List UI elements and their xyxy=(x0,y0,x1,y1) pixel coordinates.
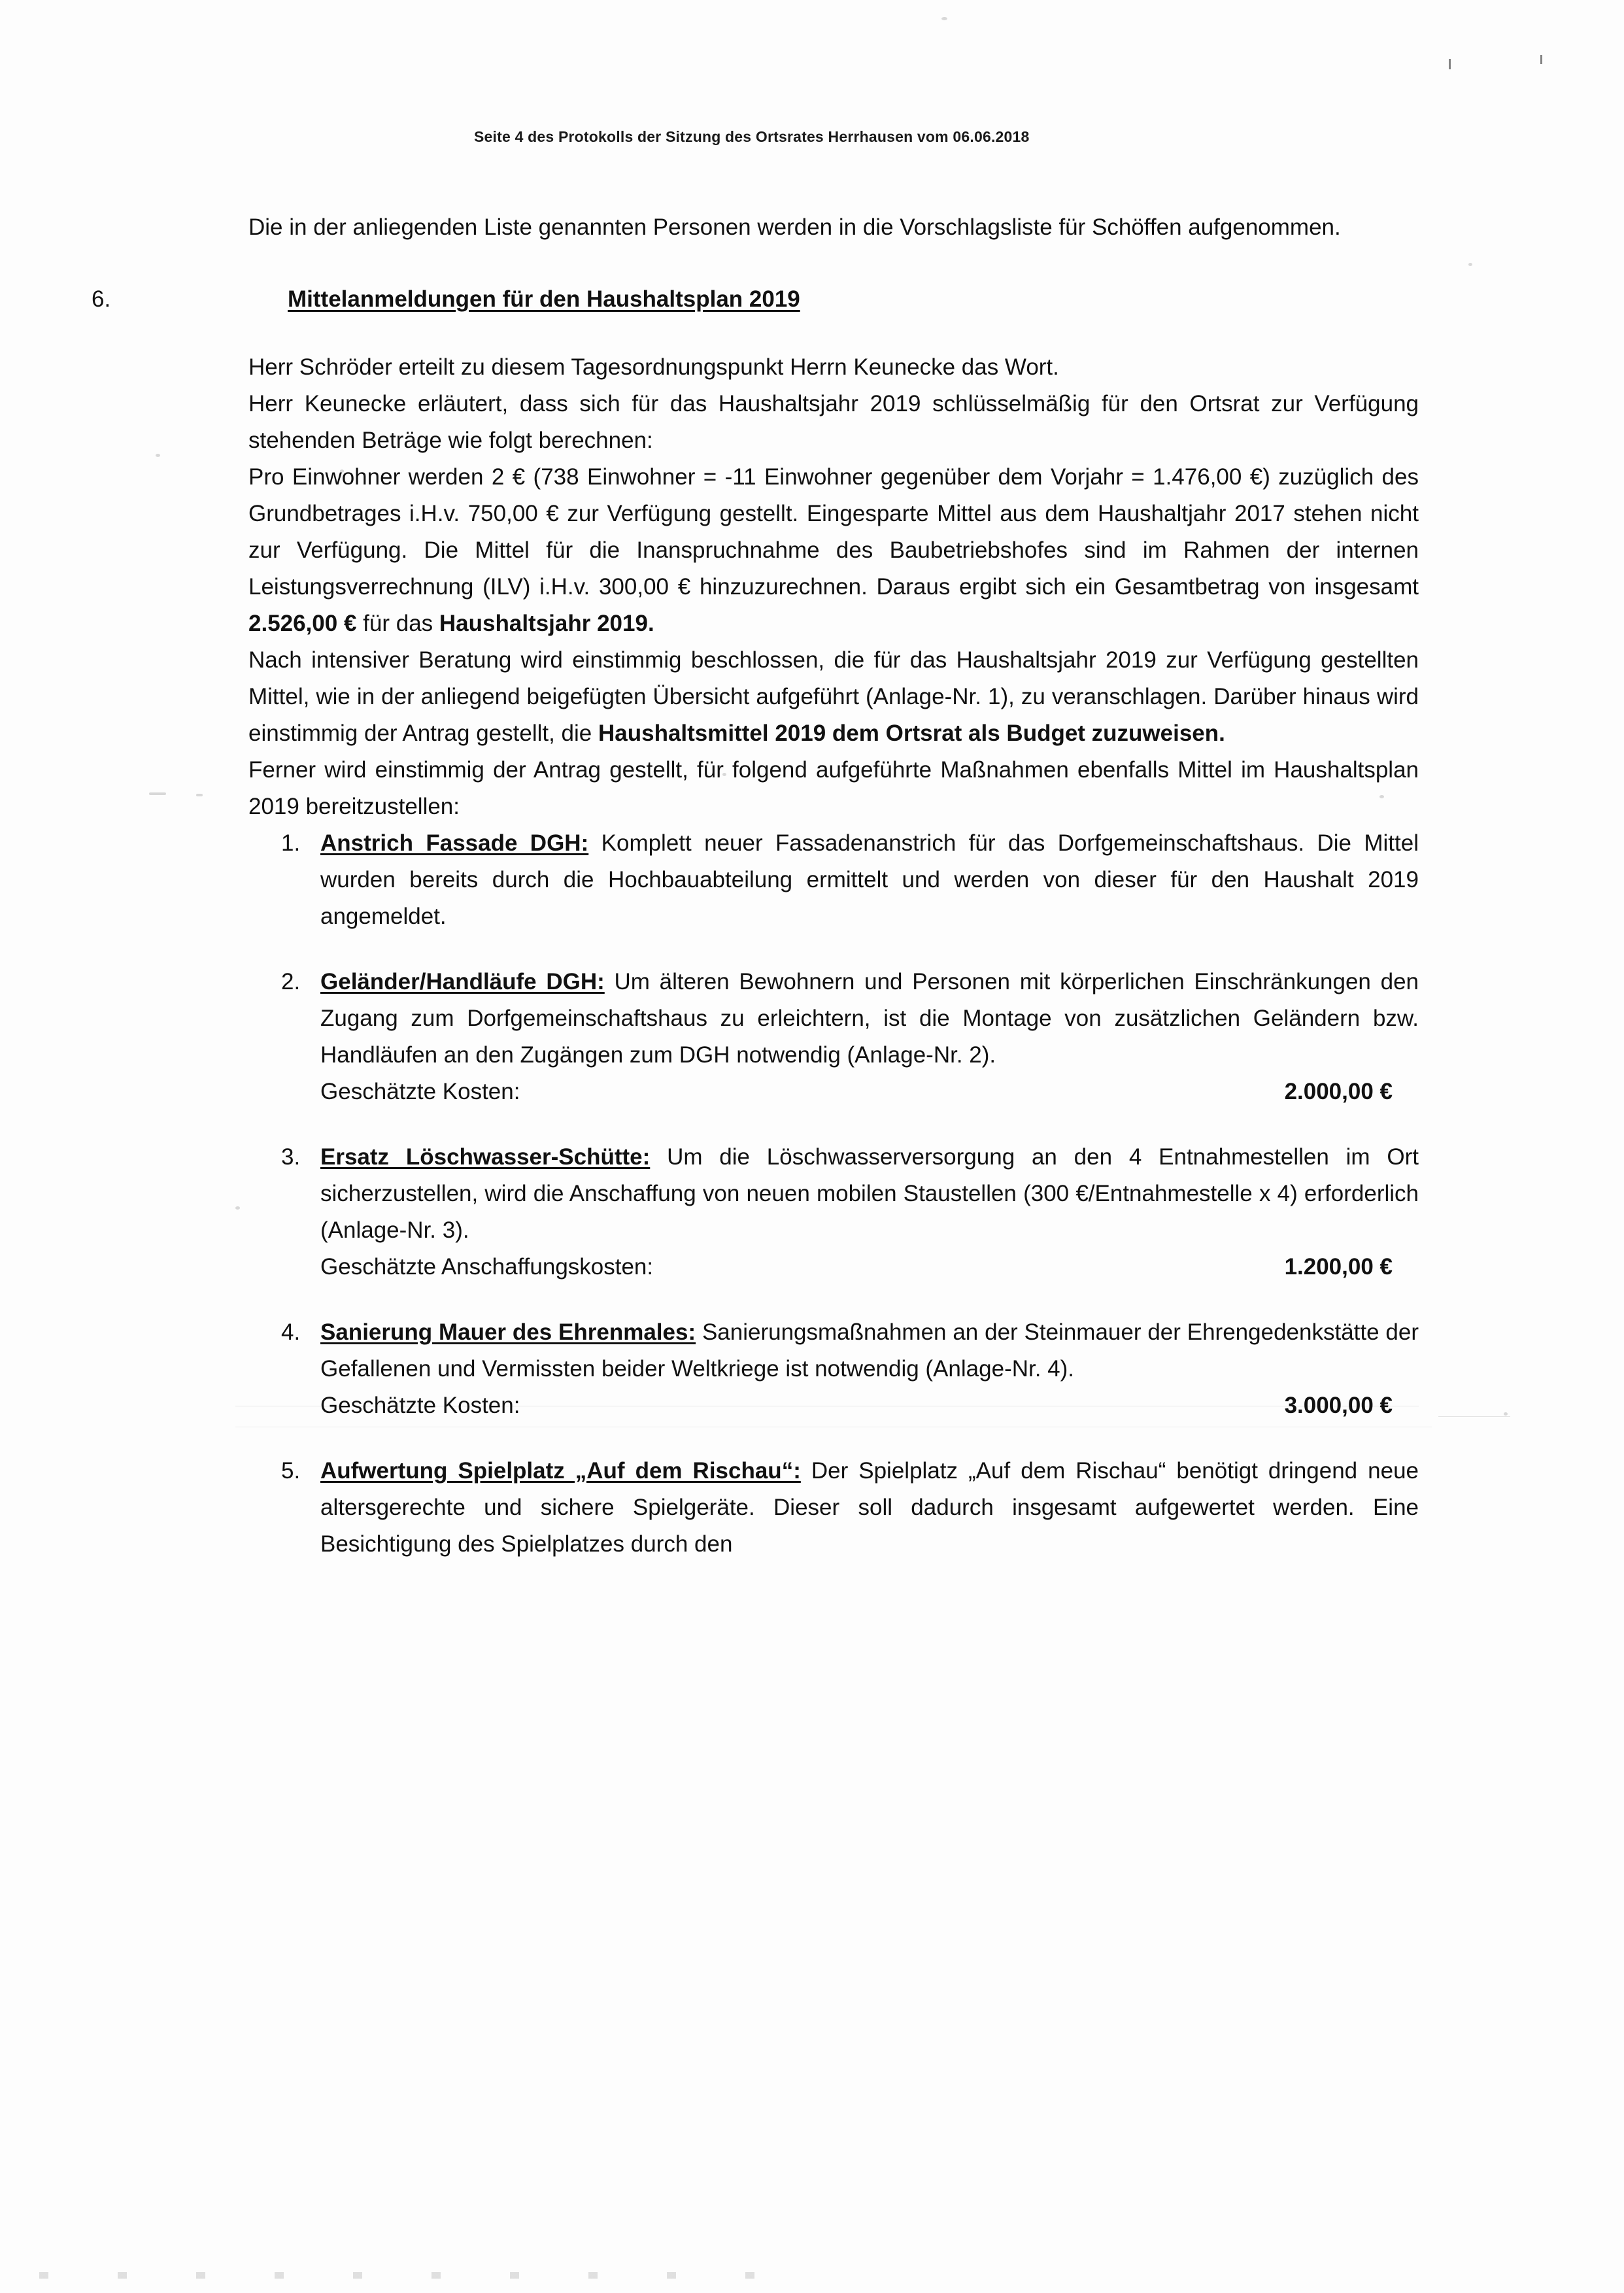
list-item xyxy=(248,1314,1419,1424)
scan-speck xyxy=(941,17,947,20)
paragraph-3-text-b: für das xyxy=(356,611,439,636)
list-item xyxy=(248,825,1419,935)
scan-speck xyxy=(156,454,160,457)
intro-paragraph: Die in der anliegenden Liste genannten Personen werden in die Vorschlagsliste für Schöffen aufgenommen. xyxy=(248,214,1341,240)
measure-text: Um die Löschwasserversorgung an den 4 Entnahmestellen im Ort sicherzustellen, wird die Anschaffung von neuen mobilen Staustellen (300 €/Entnahmestelle x 4) erforderlich (Anlage-Nr. 3). xyxy=(320,1144,1419,1243)
paragraph-4 xyxy=(248,642,1419,752)
measure-title: Anstrich Fassade DGH: xyxy=(320,830,589,856)
paragraph-2: Herr Keunecke erläutert, dass sich für das Haushaltsjahr 2019 schlüsselmäßig für den Ortsrat zur Verfügung stehenden Beträge wie folgt berechnen: xyxy=(248,391,1419,453)
measures-list xyxy=(248,825,1419,1563)
total-amount: 2.526,00 € xyxy=(248,611,357,636)
measure-cost-label: Geschätzte Kosten: xyxy=(320,1393,520,1418)
paragraph-3-text-a: Pro Einwohner werden 2 € (738 Einwohner = -11 Einwohner gegenüber dem Vorjahr = 1.476,00 €) zuzüglich des Grundbetrages i.H.v. 750,00 € zur Verfügung gestellt. Eingesparte Mittel aus dem Haushaltjahr 2017 stehen nicht zur Verfügung. Die Mittel für die Inanspruchnahme des Baubetriebshofes sind im Rahmen der internen Leistungsverrechnung (ILV) i.H.v. 300,00 € hinzuzurechnen. Daraus ergibt sich ein Gesamtbetrag von insgesamt xyxy=(248,464,1419,600)
measure-cost-amount: 1.200,00 € xyxy=(1284,1254,1393,1280)
scan-speck xyxy=(1504,1412,1508,1416)
measure-number: 2. xyxy=(281,969,301,994)
paragraph-3 xyxy=(248,459,1419,642)
scan-speck xyxy=(235,1206,240,1210)
scan-speck xyxy=(1468,263,1472,266)
measure-title: Geländer/Handläufe DGH: xyxy=(320,969,605,994)
scan-artifact-tick xyxy=(1540,55,1542,64)
measure-number: 4. xyxy=(281,1319,301,1345)
measure-text: Der Spielplatz „Auf dem Rischau“ benötigt dringend neue altersgerechte und sichere Spielgeräte. Dieser soll dadurch insgesamt aufgewertet werden. Eine Besichtigung des Spielplatzes durch den xyxy=(320,1458,1419,1557)
scan-bottom-noise xyxy=(39,2272,824,2279)
agenda-title: Mittelanmeldungen für den Haushaltsplan 2019 xyxy=(288,286,800,312)
measure-text: Komplett neuer Fassadenanstrich für das Dorfgemeinschaftshaus. Die Mittel wurden bereits durch die Hochbauabteilung ermittelt und werden von dieser für den Haushalt 2019 angemeldet. xyxy=(320,830,1419,929)
measure-cost-label: Geschätzte Anschaffungskosten: xyxy=(320,1254,654,1280)
measure-cost-amount: 2.000,00 € xyxy=(1284,1079,1393,1104)
paragraph-4-text: Nach intensiver Beratung wird einstimmig beschlossen, die für das Haushaltsjahr 2019 zur Verfügung gestellten Mittel, wie in der anliegend beigefügten Übersicht aufgeführt (Anlage-Nr. 1), zu veranschlagen. Darüber hinaus wird einstimmig der Antrag gestellt, die xyxy=(248,647,1419,746)
agenda-item-6 xyxy=(92,281,1419,318)
agenda-number: 6. xyxy=(92,286,111,312)
measure-cost-amount: 3.000,00 € xyxy=(1284,1393,1393,1418)
measure-number: 5. xyxy=(281,1458,301,1484)
measure-title: Aufwertung Spielplatz „Auf dem Rischau“: xyxy=(320,1458,801,1484)
measure-cost-label: Geschätzte Kosten: xyxy=(320,1079,520,1104)
paragraph-4-emphasis: Haushaltsmittel 2019 dem Ortsrat als Budget zuzuweisen. xyxy=(598,721,1225,746)
measure-title: Ersatz Löschwasser-Schütte: xyxy=(320,1144,651,1170)
page-header: Seite 4 des Protokolls der Sitzung des Ortsrates Herrhausen vom 06.06.2018 xyxy=(474,128,1030,145)
measure-number: 3. xyxy=(281,1144,301,1170)
measure-text: Um älteren Bewohnern und Personen mit körperlichen Einschränkungen den Zugang zum Dorfgemeinschaftshaus zu erleichtern, ist die Montage von zusätzlichen Geländern bzw. Handläufen an den Zugängen zum DGH notwendig (Anlage-Nr. 2). xyxy=(320,969,1419,1068)
measure-cost-row xyxy=(320,1249,1419,1285)
scan-artifact-tick xyxy=(1449,59,1451,69)
scan-streak xyxy=(1438,1416,1510,1417)
scan-speck xyxy=(149,792,166,795)
paragraph-5: Ferner wird einstimmig der Antrag gestellt, für folgend aufgeführte Maßnahmen ebenfalls Mittel im Haushaltsplan 2019 bereitzustellen: xyxy=(248,757,1419,819)
document-body xyxy=(92,209,1419,1591)
measure-cost-row xyxy=(320,1074,1419,1110)
scan-speck xyxy=(196,794,203,796)
measure-text: Sanierungsmaßnahmen an der Steinmauer der Ehrengedenkstätte der Gefallenen und Vermissten beider Weltkriege ist notwendig (Anlage-Nr. 4). xyxy=(320,1319,1419,1382)
measure-number: 1. xyxy=(281,830,301,856)
list-item xyxy=(248,964,1419,1110)
list-item xyxy=(248,1139,1419,1285)
fiscal-year: Haushaltsjahr 2019. xyxy=(439,611,654,636)
measure-cost-row xyxy=(320,1387,1419,1424)
paragraph-1: Herr Schröder erteilt zu diesem Tagesordnungspunkt Herrn Keunecke das Wort. xyxy=(248,354,1059,380)
measure-title: Sanierung Mauer des Ehrenmales: xyxy=(320,1319,696,1345)
list-item xyxy=(248,1453,1419,1563)
